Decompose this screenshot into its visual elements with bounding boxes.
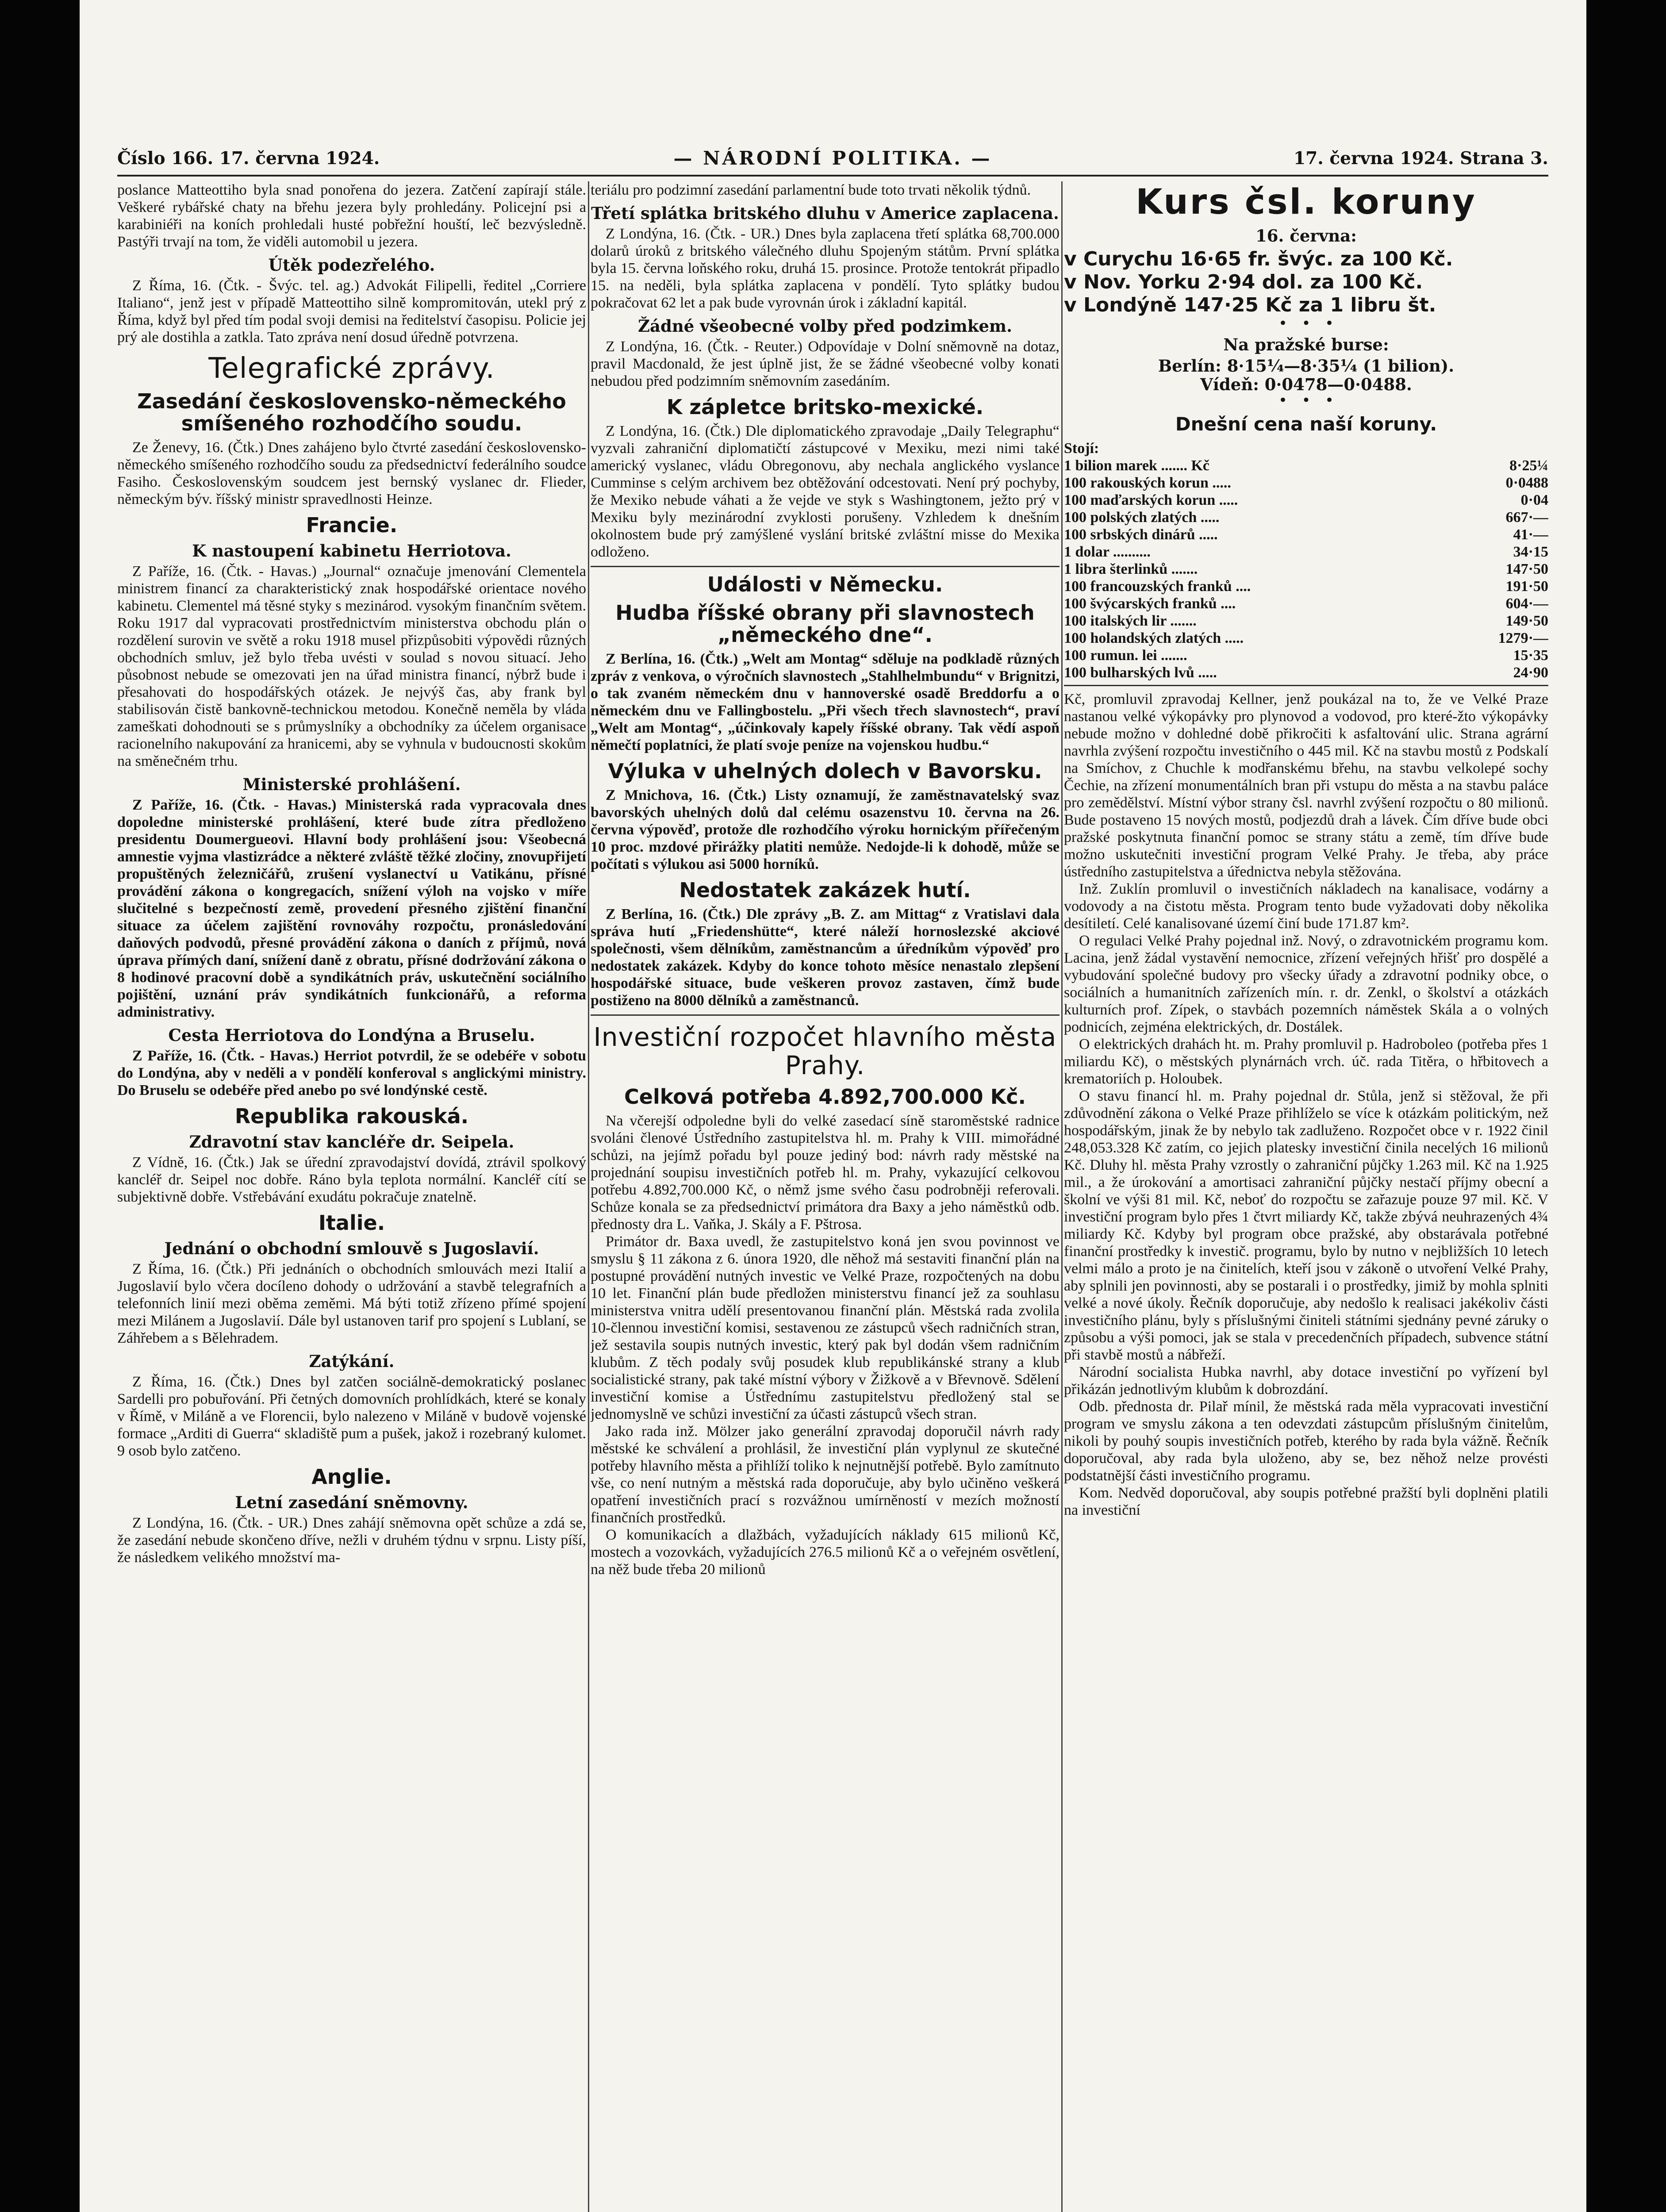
article-text: Z Říma, 16. (Čtk.) Dnes byl zatčen sociálně-demokratický poslanec Sardelli pro pobuřování. Při četných domovních prohlídkách, které se konaly v Římě, v Miláně a ve Florencii, bylo nalezeno v Miláně v budově vojenské formace „Arditi di Guerra“ skladiště pum a pušek, jakož i rozebraný kulomet. 9 osob bylo zatčeno. bbox=[117, 1374, 586, 1459]
currency-row bbox=[1064, 630, 1548, 647]
currency-row bbox=[1064, 457, 1548, 474]
currency-label: 100 rumun. lei ....... bbox=[1064, 647, 1187, 664]
currency-row bbox=[1064, 578, 1548, 595]
currency-label: 100 polských zlatých ..... bbox=[1064, 509, 1220, 526]
exchange-rate-title: Kurs čsl. koruny bbox=[1136, 182, 1477, 222]
currency-row bbox=[1064, 664, 1548, 681]
currency-label: 100 francouzských franků .... bbox=[1064, 578, 1251, 595]
masthead: — NÁRODNÍ POLITIKA. — bbox=[673, 147, 992, 169]
country-title: Italie. bbox=[318, 1211, 385, 1235]
currency-label: 100 italských lir ....... bbox=[1064, 613, 1197, 629]
country-title: Anglie. bbox=[311, 1465, 392, 1489]
article-text: Z Londýna, 16. (Čtk. - Reuter.) Odpovídaje v Dolní sněmovně na dotaz, pravil Macdonald, že jest úplně jist, že se žádné všeobecné volby konati nebudou před podzimním sněmovním zasedáním. bbox=[591, 338, 1059, 389]
currency-value: 147·50 bbox=[1505, 561, 1548, 577]
currency-value: 8·25¼ bbox=[1509, 457, 1548, 474]
column-1 bbox=[117, 181, 586, 2212]
country-title: Republika rakouská. bbox=[234, 1104, 469, 1128]
article-text: O komunikacích a dlažbách, vyžadujících náklady 615 milionů Kč, mostech a vozovkách, vyžadujících 276.5 milionů Kč a o veřejném osvětlení, na něž bude třeba 20 milionů bbox=[591, 1527, 1059, 1578]
currency-value: 667·— bbox=[1505, 509, 1548, 526]
right-scan-border bbox=[1586, 0, 1666, 2212]
article-text: Na včerejší odpoledne byli do velké zasedací síně staroměstské radnice svoláni členové Ústředního zastupitelstva hl. m. Prahy k VIII. mimořádné schůzi, na jejímž pořadu byl pouze jediný bod: návrh rady městské na projednání soupisu investičních potřeb hl. m. Prahy, vykazující celkovou potřebu 4.892,700.000 Kč, o němž jsme svého času podrobněji referovali. Schůze konala se za předsednictví primátora dra Baxy a jeho náměstků odb. přednosty dra L. Vaňka, J. Skály a F. Pštrosa. bbox=[591, 1113, 1059, 1233]
currency-row bbox=[1064, 509, 1548, 526]
article-title: Jednání o obchodní smlouvě s Jugoslavií. bbox=[164, 1239, 539, 1258]
article-text: Ze Ženevy, 16. (Čtk.) Dnes zahájeno bylo čtvrté zasedání československo-německého smíšeného rozhodčího soudu za předsednictví federálního soudce Fasiho. Československým soudcem jest bernský vyslanec dr. Flieder, německým býv. říšský ministr spravedlnosti Heinze. bbox=[117, 439, 586, 507]
article-text: Inž. Zuklín promluvil o investičních nákladech na kanalisace, vodárny a vodovody a na čistotu města. Program tento bude vyžadovati doby několika desítiletí. Celé kanalisované území činí bude 171.87 km². bbox=[1064, 881, 1548, 932]
currency-value: 1279·— bbox=[1498, 630, 1548, 646]
article-text: O regulaci Velké Prahy pojednal inž. Nový, o zdravotnickém programu kom. Lacina, jenž žádal vystavění nemocnice, zřízení veřejných hřišť pro dospělé a vybudování společné budovy pro všecky úřady a zdravotní podniky obce, o sociálních a humanitních zařízeních mín. r. dr. Zenkl, o školství a otázkách kulturních prof. Zípek, o stavbách pozemních náměstek Skála a o volných podnicích, zejména elektrických, dr. Dostálek. bbox=[1064, 933, 1548, 1035]
issue-info: Číslo 166. 17. června 1924. bbox=[117, 148, 380, 169]
currency-table bbox=[1064, 440, 1548, 686]
column-3 bbox=[1064, 181, 1548, 2212]
article-text: Z Říma, 16. (Čtk.) Při jednáních o obchodních smlouvách mezi Italií a Jugoslavií bylo včera docíleno dohody o udržování a stavbě telegrafních a telefonních linií mezi oběma zeměmi. Má býti totiž zřízeno přímé spojení mezi Milánem a Jugoslavií. Dále byl ustanoven tarif pro spojení s Lublaní, se Záhřebem a s Bělehradem. bbox=[117, 1261, 586, 1346]
article-title: Výluka v uhelných dolech v Bavorsku. bbox=[608, 759, 1042, 783]
bourse-title: Na pražské burse: bbox=[1223, 335, 1389, 354]
currency-label: 100 bulharských lvů ..... bbox=[1064, 664, 1217, 681]
article-text: Z Vídně, 16. (Čtk.) Jak se úřední zpravodajství dovídá, ztrávil spolkový kancléř dr. Seipel noc dobře. Ráno byla teplota normální. Kancléř cítí se subjektivně dobře. Vstřebávání exudátu pokračuje znatelně. bbox=[117, 1154, 586, 1205]
divider bbox=[591, 566, 1059, 567]
currency-value: 41·— bbox=[1513, 526, 1548, 543]
separator-dots: • • • bbox=[1278, 315, 1334, 332]
currency-value: 24·90 bbox=[1513, 664, 1548, 681]
article-title: Žádné všeobecné volby před podzimkem. bbox=[638, 316, 1012, 336]
currency-row bbox=[1064, 474, 1548, 492]
article-title: Zasedání československo-německého smíšeného rozhodčího soudu. bbox=[137, 389, 566, 435]
currency-value: 34·15 bbox=[1513, 544, 1548, 560]
currency-value: 0·04 bbox=[1520, 492, 1548, 508]
currency-row bbox=[1064, 595, 1548, 612]
currency-row bbox=[1064, 647, 1548, 664]
currency-row bbox=[1064, 526, 1548, 543]
page-header bbox=[117, 148, 1548, 177]
exchange-rate-line: v Londýně 147·25 Kč za 1 libru št. bbox=[1064, 294, 1436, 316]
article-subtitle: Celková potřeba 4.892,700.000 Kč. bbox=[624, 1085, 1026, 1109]
article-title: Hudba říšské obrany při slavnostech „německého dne“. bbox=[615, 601, 1035, 647]
column-2 bbox=[591, 181, 1059, 2212]
article-title: Nedostatek zakázek hutí. bbox=[679, 878, 971, 902]
article-title: Letní zasedání sněmovny. bbox=[235, 1493, 468, 1512]
currency-row bbox=[1064, 492, 1548, 509]
currency-label: 100 srbských dinárů ..... bbox=[1064, 526, 1218, 543]
article-title: K zápletce britsko-mexické. bbox=[666, 395, 984, 419]
currency-value: 15·35 bbox=[1513, 647, 1548, 664]
currency-label: 100 švýcarských franků .... bbox=[1064, 595, 1236, 612]
currency-label: 100 rakouských korun ..... bbox=[1064, 475, 1231, 491]
column-divider-2 bbox=[1061, 181, 1063, 2212]
column-divider-1 bbox=[588, 181, 589, 2212]
article-text: Z Mnichova, 16. (Čtk.) Listy oznamují, že zaměstnavatelský svaz bavorských uhelných dolů dal celému osazenstvu 10. června na 26. června výpověď, protože dle rozhodčího výroku hornickým přířečeným 10 proc. mzdové přirážky platiti nemůže. Nedojde-li k dohodě, může se počítati s výlukou asi 5000 horníků. bbox=[591, 787, 1059, 872]
article-title: Útěk podezřelého. bbox=[268, 255, 435, 275]
bourse-line: Berlín: 8·15¼—8·35¼ (1 bilion). bbox=[1158, 356, 1455, 376]
exchange-rate-line: v Curychu 16·65 fr. švýc. za 100 Kč. bbox=[1064, 248, 1453, 270]
article-title: Zatýkání. bbox=[309, 1352, 395, 1371]
currency-table-intro: Stojí: bbox=[1064, 440, 1099, 457]
article-text: poslance Matteottiho byla snad ponořena do jezera. Zatčení zapírají stále. Veškeré rybářské chaty na břehu jezera byly prohledány. Policejní psi a karabiniéři na koních prohledali husté pobřežní houští, leč bezvýsledně. Pastýři trvají na tom, že viděli automobil u jezera. bbox=[117, 182, 586, 250]
article-text: Z Paříže, 16. (Čtk. - Havas.) Ministerská rada vypracovala dnes dopoledne ministerské prohlášení, které bude zítra předloženo presidentu Doumergueovi. Hlavní body prohlášení jsou: Všeobecná amnestie vyjma vlastizrádce a některé zvláště těžké zločiny, znovupřijetí propuštěných železničářů, zrušení vyslanectví u Vatikánu, přísné provádění zákona o kongregacích, snížení výloh na vojsko v míře slučitelné s bezpečností země, provedení přesného zjištění finanční situace za účelem zajištění rovnováhy rozpočtu, pronásledování daňových podvodů, přesné provádění zákona o daních z příjmů, nová úprava přímých daní, snížení daně z obratu, přísné dodržování zákona o 8 hodinové pracovní době a syndikátních práv, uskutečnění sociálního pojištění, uznání práv syndikátních funkcionářů, a reforma administrativy. bbox=[117, 797, 586, 1020]
article-text: Primátor dr. Baxa uvedl, že zastupitelstvo koná jen svou povinnost ve smyslu § 11 zákona z 6. února 1920, dle něhož má sestaviti finanční plán na postupné provádění nutných investic ve Velké Praze, rozpočtených na dobu 10 let. Finanční plán bude předložen ministerstvu financí jež za souhlasu ministerstva vnitra udělí presentovanou finanční plán. Městská rada zvolila 10-člennou investiční komisi, sestavenou ze zástupců všech radničních stran, jež sestavila soupis nutných investic, který pak byl dodán všem radničním klubům. Z těch podaly svůj posudek klub republikánské strany a klub socialistické strany, pak také místní výbory v Žižkově a v Břevnově. Sdělení investiční komise a Ústřednímu zastupitelstvu předložený stal se jednomyslně ve schůzi investiční za účasti zástupců všech stran. bbox=[591, 1233, 1059, 1422]
currency-row bbox=[1064, 612, 1548, 630]
currency-value: 191·50 bbox=[1505, 578, 1548, 595]
section-title: Telegrafické zprávy. bbox=[208, 352, 495, 385]
article-text: Z Paříže, 16. (Čtk. - Havas.) „Journal“ označuje jmenování Clementela ministrem financí za charakteristický znak hospodářské orientace nového kabinetu. Clementel má těsné styky s mezinárod. vysokým finančním světem. Roku 1917 dal vypracovati prostřednictvím ministerstva obchodu plán o rozdělení surovin ve světě a roku 1918 musel přizpůsobiti výpovědi různých obchodních smluv, jež bylo třeba uvésti v soulad s novou situací. Jeho působnost nebude se omezovati jen na úřad ministra financí, nýbrž bude i přesahovati do hospodářských otázek. Je nejvýš čas, aby frank byl stabilisován čistě bankovně-technickou metodou. Konečně neměla by vláda zameškati dohodnouti se s průmyslníky a obchodníky za účelem organisace racionelního nakupování za hranicemi, aby se vyhnula v budoucnosti skokům na směnečném trhu. bbox=[117, 563, 586, 769]
currency-label: 100 holandských zlatých ..... bbox=[1064, 630, 1244, 646]
article-text: teriálu pro podzimní zasedání parlamentní bude toto trvati několik týdnů. bbox=[591, 182, 1031, 198]
article-text: O stavu financí hl. m. Prahy pojednal dr. Stůla, jenž si stěžoval, že při zdůvodnění zákona o Velké Praze přihlíželo se více k otázkám politickým, než hospodářským, jinak že by nebylo tak zadluženo. Rozpočet obce v r. 1922 činil 248,053.328 Kč zatím, co jejich platesky investiční činila necelých 16 milionů Kč. Dluhy hl. města Prahy vzrostly o zahraniční půjčky 1.263 mil. Kč na 1.925 mil., a že úrokování a amortisaci zahraniční půjčky nestačí příjmy obecní a školní ve výši 81 mil. Kč, neboť do rozpočtu se zařazuje pouze 97 mil. Kč. V investiční program bylo přes 1 čtvrt miliardy Kč, takže zbývá neuhrazených 4¾ miliardy Kč. Kdyby byl program obce pražské, aby obstarávala potřebné finanční prostředky k investič. programu, bylo by nutno v nejbližších 10 letech velmi málo a proto je na činitelích, kteří jsou v zákoně o utvoření Velké Prahy, aby splnili jen povinnosti, aby se postarali i o prostředky, jimiž by mohla splniti velké a nové úkoly. Řečník doporučuje, aby nedošlo k realisaci jakékoliv části investičního plánu, byly s příslušnými činiteli státními sjednány pevné záruky o způsobu a výši pomoci, jak se stala v precedenčních případech, subvence státní při stavbě mostů a nábřeží. bbox=[1064, 1088, 1548, 1363]
article-text: Z Londýna, 16. (Čtk.) Dle diplomatického zpravodaje „Daily Telegraphu“ vyzvali zahraniční diplomatičtí zástupcové v Mexiku, mezi nimi také americký vyslanec, vládu Obregonovu, aby nechala anglického vyslance Cumminse s celým archivem bez obtěžování odcestovati. Není prý pochyby, že Mexiko nebude váhati a že vejde ve styk s Washingtonem, ježto prý v Mexiku byly mezinárodní zvyklosti porušeny. Vzhledem k dnešním okolnostem bude prý zamýšlené vyslání britské zvláštní misse do Mexika odloženo. bbox=[591, 423, 1059, 560]
currency-row bbox=[1064, 543, 1548, 561]
bourse-line: Vídeň: 0·0478—0·0488. bbox=[1200, 375, 1412, 394]
article-text: Kom. Nedvěd doporučoval, aby soupis potřebné pražští byli doplněni platili na investiční bbox=[1064, 1485, 1548, 1518]
currency-value: 604·— bbox=[1505, 595, 1548, 612]
article-text: Z Berlína, 16. (Čtk.) Dle zprávy „B. Z. am Mittag“ z Vratislavi dala správa hutí „Friedenshütte“, které náleží hornoslezské akciové společnosti, všem dělníkům, zaměstnancům a úředníkům výpověď pro nedostatek zakázek. Kdyby do konce tohoto měsíce nenastalo zlepšení hospodářské situace, bude veškeren provoz zastaven, čímž bude postiženo na 8000 dělníků a zaměstnanců. bbox=[591, 906, 1059, 1009]
article-title: Třetí splátka britského dluhu v Americe zaplacena. bbox=[591, 204, 1059, 223]
exchange-rate-date: 16. června: bbox=[1255, 226, 1357, 246]
currency-label: 1 bilion marek ....... Kč bbox=[1064, 457, 1209, 474]
section-title: Události v Německu. bbox=[707, 572, 943, 596]
article-text: Z Říma, 16. (Čtk. - Švýc. tel. ag.) Advokát Filipelli, ředitel „Corriere Italiano“, jenž jest v případě Matteottiho silně kompromitován, utekl prý z Říma, když byl před tím podal svoji demisi na ředitelství časopisu. Policie jej prý ale dostihla a zatkla. Tato zpráva není dosud úředně potvrzena. bbox=[117, 277, 586, 346]
article-text: Kč, promluvil zpravodaj Kellner, jenž poukázal na to, že ve Velké Praze nastanou velké výkopávky pro plynovod a vodovod, pro které-žto výkopávky nebude možno v dohledné době přikročiti k asfaltování ulic. Strana agrární navrhla zvýšení rozpočtu investičního o 445 mil. Kč na stavbu mostů z Podskalí na Smíchov, z Chuchle k modřanskému břehu, na stavbu velkolepé sochy Čechie, na zřízení monumentálních bran při vstupu do města a na stavbu paláce pro zemědělství. Místní výbor strany čsl. navrhl zvýšení rozpočtu o 80 milionů. Bude postaveno 15 nových mostů, podjezdů drah a lávek. Čím dříve bude obci pražské poskytnuta finanční pomoc se strany státu a země, tím dříve bude možno uskutečniti investiční program Velké Prahy. Je třeba, aby práce ústředního zastupitelstva a úřednictva nebyla stěžována. bbox=[1064, 691, 1548, 880]
separator-dots: • • • bbox=[1278, 392, 1334, 409]
article-title: Zdravotní stav kancléře dr. Seipela. bbox=[189, 1132, 514, 1152]
article-text: Z Londýna, 16. (Čtk. - UR.) Dnes zahájí sněmovna opět schůze a zdá se, že zasedání nebude skončeno dříve, nežli v druhém týdnu v srpnu. Listy píší, že následkem velikého množství ma- bbox=[117, 1515, 586, 1566]
exchange-rate-line: v Nov. Yorku 2·94 dol. za 100 Kč. bbox=[1064, 271, 1423, 293]
currency-label: 1 dolar .......... bbox=[1064, 544, 1151, 560]
currency-row bbox=[1064, 561, 1548, 578]
article-text: Z Berlína, 16. (Čtk.) „Welt am Montag“ sděluje na podkladě různých zpráv z venkova, o výročních slavnostech „Stahlhelmbundu“ v Brignitzi, o tak zvaném německém dnu v hannoverské osadě Breddorfu a o německém dnu ve Fallingbostelu. „Při všech třech slavnostech“, praví „Welt am Montag“, „účinkovaly kapely říšské obrany. Tak vědí aspoň němečtí poplatníci, že platí svoje peníze na vojenskou hudbu.“ bbox=[591, 651, 1059, 753]
article-text: Z Paříže, 16. (Čtk. - Havas.) Herriot potvrdil, že se odebéře v sobotu do Londýna, aby v neděli a v pondělí konferoval s anglickými ministry. Do Bruselu se odebéře před anebo po své londýnské cestě. bbox=[117, 1048, 586, 1098]
article-text: Z Londýna, 16. (Čtk. - UR.) Dnes byla zaplacena třetí splátka 68,700.000 dolarů úroků z britského válečného dluhu Spojeným státům. První splátka byla 15. června loňského roku, druhá 15. prosince. Protože tentokrát připadlo 15. na neděli, byla splátka zaplacena v pondělí. Tyto splátky budou pokračovat 62 let a pak bude vyrovnán úrok i základní kapitál. bbox=[591, 226, 1059, 311]
article-title: K nastoupení kabinetu Herriotova. bbox=[192, 541, 511, 561]
article-title: Ministerské prohlášení. bbox=[242, 775, 461, 794]
article-text: O elektrických drahách ht. m. Prahy promluvil p. Hadroboleo (potřeba přes 1 miliardu Kč), o městských plynárnách vrch. úč. rada Titěra, o hřbitovech a krematoriích p. Holoubek. bbox=[1064, 1036, 1548, 1087]
article-title: Cesta Herriotova do Londýna a Bruselu. bbox=[168, 1025, 535, 1045]
country-title: Francie. bbox=[306, 513, 398, 537]
currency-label: 1 libra šterlinků ....... bbox=[1064, 561, 1198, 577]
currency-value: 149·50 bbox=[1505, 613, 1548, 629]
page-info: 17. června 1924. Strana 3. bbox=[1293, 148, 1548, 169]
currency-table-title: Dnešní cena naší koruny. bbox=[1175, 413, 1437, 435]
article-text: Národní socialista Hubka navrhl, aby dotace investiční po vyřízení byl přikázán jednotlivým klubům k dobrozdání. bbox=[1064, 1364, 1548, 1398]
section-title: Investiční rozpočet hlavního města Prahy. bbox=[593, 1022, 1057, 1080]
currency-value: 0·0488 bbox=[1505, 475, 1548, 491]
left-scan-border bbox=[0, 0, 80, 2212]
divider bbox=[591, 1014, 1059, 1016]
currency-label: 100 maďarských korun ..... bbox=[1064, 492, 1238, 508]
article-text: Odb. přednosta dr. Pilař mínil, že městská rada měla vypracovati investiční program ve smyslu zákona a ten odevzdati zástupcům příslušným činitelům, nikoli by pouhý soupis investičních potřeb, kterého by rada byla vážně. Řečník doporučoval, aby rada byla uloženo, aby se, bez něhož nelze provésti podstatnější části investičního programu. bbox=[1064, 1398, 1548, 1484]
article-text: Jako rada inž. Mölzer jako generální zpravodaj doporučil návrh rady městské ke schválení a prohlásil, že investiční plán vyplynul ze skutečné potřeby hlavního města a přihlíží toliko k nejnutnější potřebě. Bylo zamítnuto vše, co není nutným a městská rada doporučuje, aby bylo učiněno veškerá opatření investičních prací s rozvážnou umírněností v mezích možností finančních prostředků. bbox=[591, 1423, 1059, 1526]
